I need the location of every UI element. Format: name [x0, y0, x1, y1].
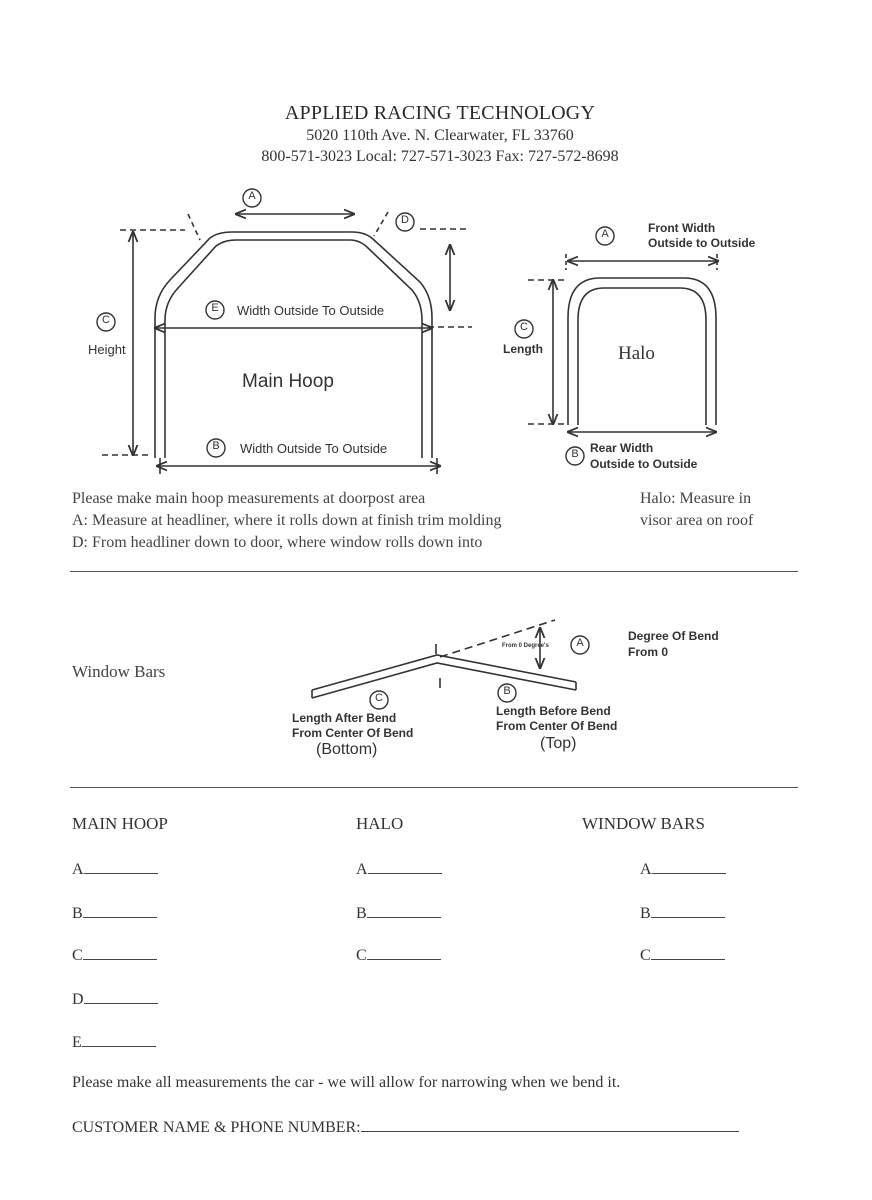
instruction-line-3: D: From headliner down to door, where window rolls down into: [72, 534, 483, 551]
main-hoop-marker-b-text: B: [212, 440, 220, 452]
field-blank[interactable]: [367, 903, 441, 918]
halo-marker-a-text: A: [601, 228, 609, 240]
halo-heading: HALO: [356, 814, 404, 833]
field-label: E: [72, 1034, 82, 1051]
halo-instruction-line-1: Halo: Measure in: [640, 490, 752, 507]
window-bar-degree-line2: From 0: [628, 645, 669, 659]
window-bars-heading: WINDOW BARS: [582, 814, 705, 833]
window-bars-field-a[interactable]: [640, 859, 726, 879]
field-blank[interactable]: [84, 989, 158, 1004]
field-blank[interactable]: [367, 945, 441, 960]
halo-marker-b-text: B: [571, 448, 579, 460]
company-address: 5020 110th Ave. N. Clearwater, FL 33760: [306, 127, 574, 144]
window-bar-before-line2: From Center Of Bend: [496, 719, 618, 733]
main-hoop-field-b[interactable]: [72, 903, 157, 923]
main-hoop-marker-e-text: E: [211, 302, 219, 314]
halo-rear-width-line2: Outside to Outside: [590, 457, 698, 471]
halo-marker-c-text: C: [520, 321, 528, 333]
window-bar-after-line1: Length After Bend: [292, 711, 397, 725]
halo-instruction-line-2: visor area on roof: [640, 512, 754, 529]
section-divider-1: [70, 571, 798, 572]
main-hoop-b-label: Width Outside To Outside: [240, 441, 388, 456]
window-bars-field-c[interactable]: [640, 945, 725, 965]
main-hoop-field-d[interactable]: [72, 989, 158, 1009]
main-hoop-title: Main Hoop: [242, 371, 334, 392]
field-blank[interactable]: [652, 859, 726, 874]
field-blank[interactable]: [651, 945, 725, 960]
field-label: B: [640, 905, 651, 922]
customer-name-phone-label: CUSTOMER NAME & PHONE NUMBER:: [72, 1119, 361, 1136]
field-label: A: [640, 861, 652, 878]
window-bar-tube: [312, 655, 576, 698]
field-label: C: [356, 947, 367, 964]
window-bar-marker-c-text: C: [375, 692, 383, 704]
main-hoop-tube: [155, 232, 432, 458]
window-bar-before-line1: Length Before Bend: [496, 704, 611, 718]
halo-front-width-line1: Front Width: [648, 221, 716, 235]
field-blank[interactable]: [84, 859, 158, 874]
footer-note: Please make all measurements the car - we will allow for narrowing when we bend it.: [72, 1074, 621, 1091]
window-bar-marker-b-text: B: [503, 685, 511, 697]
main-hoop-field-a[interactable]: [72, 859, 158, 879]
window-bar-marker-a-text: A: [576, 637, 584, 649]
main-hoop-height-label: Height: [88, 342, 126, 357]
halo-length-label: Length: [503, 342, 543, 356]
main-hoop-marker-a-text: A: [248, 190, 256, 202]
window-bar-from-zero-label: From 0 Degree's: [502, 643, 549, 649]
window-bar-after-line3: (Bottom): [316, 741, 378, 758]
window-bar-degree-line1: Degree Of Bend: [628, 629, 719, 643]
instruction-line-1: Please make main hoop measurements at doorpost area: [72, 490, 426, 507]
section-divider-2: [70, 787, 798, 788]
field-label: A: [72, 861, 84, 878]
halo-title: Halo: [618, 343, 655, 364]
halo-field-c[interactable]: [356, 945, 441, 965]
company-phones: 800-571-3023 Local: 727-571-3023 Fax: 727-572-8698: [261, 148, 619, 165]
main-hoop-marker-d-text: D: [401, 214, 409, 226]
halo-front-width-line2: Outside to Outside: [648, 236, 756, 250]
field-blank[interactable]: [368, 859, 442, 874]
instruction-line-2: A: Measure at headliner, where it rolls down at finish trim molding: [72, 512, 502, 529]
field-blank[interactable]: [82, 1032, 156, 1047]
company-name: APPLIED RACING TECHNOLOGY: [284, 102, 596, 124]
window-bar-zero-line: [440, 620, 555, 657]
halo-rear-width-line1: Rear Width: [590, 441, 654, 455]
main-hoop-field-c[interactable]: [72, 945, 157, 965]
main-hoop-marker-c-text: C: [102, 314, 110, 326]
field-label: C: [640, 947, 651, 964]
main-hoop-field-e[interactable]: [72, 1032, 156, 1052]
field-blank[interactable]: [83, 903, 157, 918]
window-bar-after-line2: From Center Of Bend: [292, 726, 414, 740]
field-label: B: [72, 905, 83, 922]
field-blank[interactable]: [651, 903, 725, 918]
window-bars-section-label: Window Bars: [72, 662, 166, 681]
field-blank[interactable]: [83, 945, 157, 960]
window-bar-before-line3: (Top): [540, 735, 577, 752]
main-hoop-e-label: Width Outside To Outside: [237, 303, 385, 318]
window-bars-field-b[interactable]: [640, 903, 725, 923]
main-hoop-heading: MAIN HOOP: [72, 814, 168, 833]
customer-name-phone-blank[interactable]: [361, 1117, 739, 1132]
field-label: A: [356, 861, 368, 878]
field-label: B: [356, 905, 367, 922]
halo-field-a[interactable]: [356, 859, 442, 879]
halo-field-b[interactable]: [356, 903, 441, 923]
field-label: C: [72, 947, 83, 964]
field-label: D: [72, 991, 84, 1008]
customer-name-phone-field[interactable]: [72, 1117, 739, 1137]
